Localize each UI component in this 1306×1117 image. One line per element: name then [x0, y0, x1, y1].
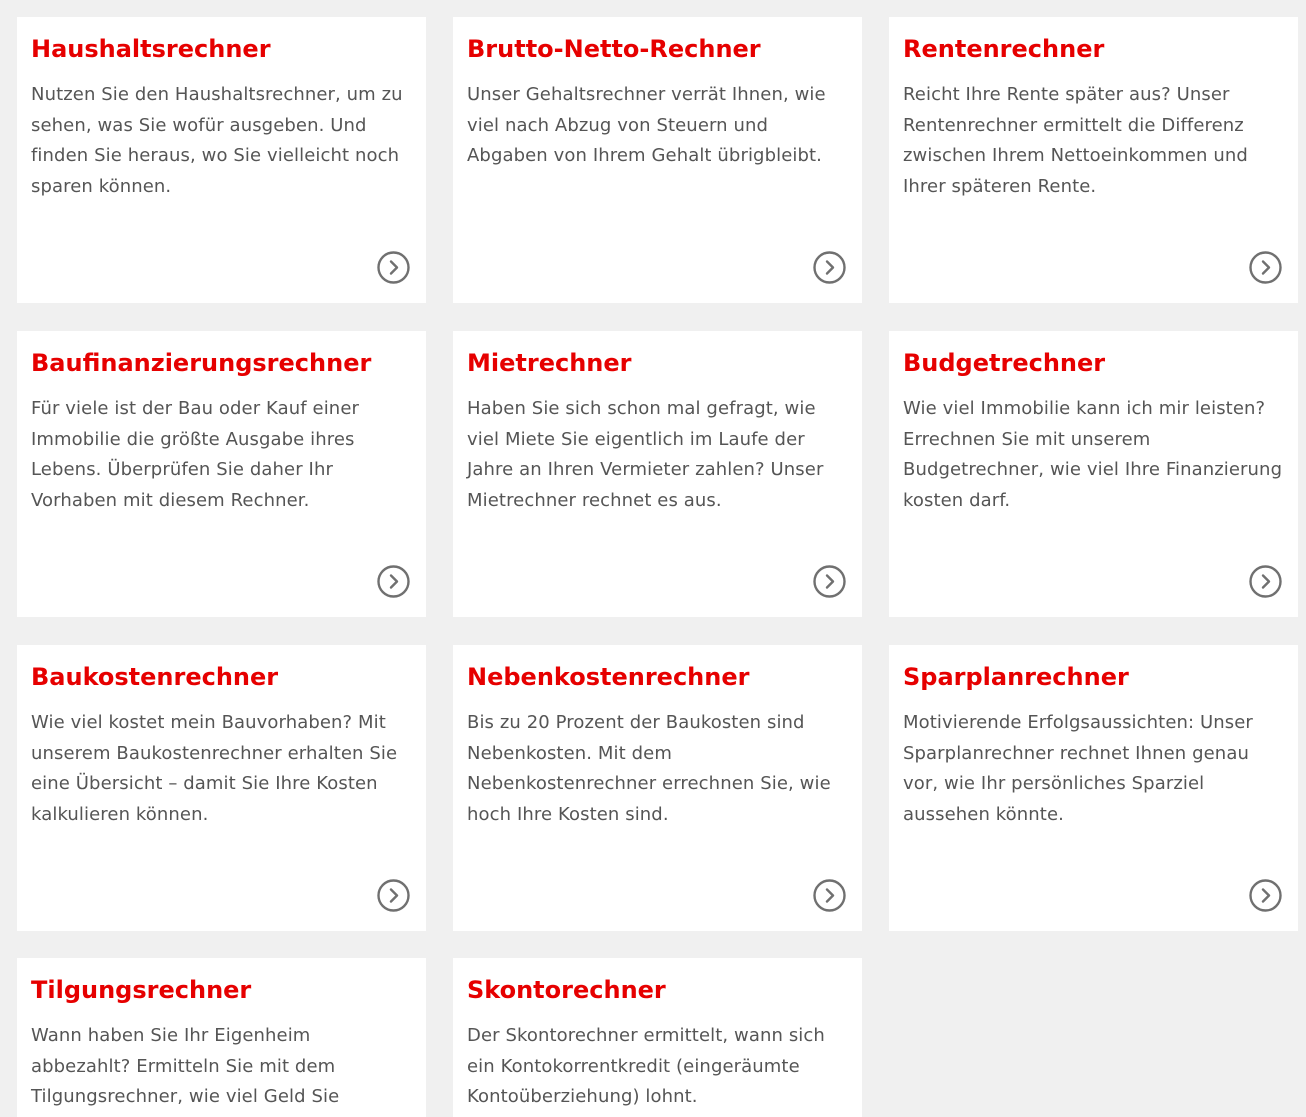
chevron-right-circle-icon[interactable] — [377, 879, 410, 912]
card-baukostenrechner[interactable] — [17, 645, 426, 931]
card-title[interactable]: Tilgungsrechner — [31, 976, 252, 1004]
card-description: Nutzen Sie den Haushaltsrechner, um zu sehen, was Sie wofür ausgeben. Und finden Sie heraus, wo Sie vielleicht noch sparen können. — [31, 84, 403, 198]
card-title[interactable]: Baufinanzierungsrechner — [31, 349, 372, 377]
card-description: Wann haben Sie Ihr Eigenheim abbezahlt? Ermitteln Sie mit dem Tilgungsrechner, wie viel Geld Sie — [31, 1025, 340, 1108]
card-budgetrechner[interactable] — [889, 331, 1298, 617]
card-title[interactable]: Nebenkostenrechner — [467, 663, 750, 691]
card-tilgungsrechner[interactable] — [17, 958, 426, 1117]
card-description: Für viele ist der Bau oder Kauf einer Immobilie die größte Ausgabe ihres Lebens. Überprüfen Sie daher Ihr Vorhaben mit diesem Rechner. — [31, 398, 359, 512]
card-description: Reicht Ihre Rente später aus? Unser Rentenrechner ermittelt die Differenz zwischen Ihrem Nettoeinkommen und Ihrer späteren Rente. — [903, 84, 1248, 198]
chevron-right-circle-icon[interactable] — [377, 565, 410, 598]
card-sparplanrechner[interactable] — [889, 645, 1298, 931]
card-description: Wie viel kostet mein Bauvorhaben? Mit unserem Baukostenrechner erhalten Sie eine Übersicht – damit Sie Ihre Kosten kalkulieren können. — [31, 712, 398, 826]
card-description: Bis zu 20 Prozent der Baukosten sind Nebenkosten. Mit dem Nebenkostenrechner errechnen Sie, wie hoch Ihre Kosten sind. — [467, 712, 831, 826]
card-haushaltsrechner[interactable] — [17, 17, 426, 303]
chevron-right-circle-icon[interactable] — [1249, 879, 1282, 912]
chevron-right-circle-icon[interactable] — [813, 251, 846, 284]
card-title[interactable]: Budgetrechner — [903, 349, 1106, 377]
chevron-right-circle-icon[interactable] — [1249, 251, 1282, 284]
card-title[interactable]: Skontorechner — [467, 976, 666, 1004]
card-nebenkostenrechner[interactable] — [453, 645, 862, 931]
card-description: Der Skontorechner ermittelt, wann sich ein Kontokorrentkredit (eingeräumte Kontoüberziehung) lohnt. — [467, 1025, 825, 1108]
chevron-right-circle-icon[interactable] — [813, 879, 846, 912]
card-description: Unser Gehaltsrechner verrät Ihnen, wie viel nach Abzug von Steuern und Abgaben von Ihrem Gehalt übrigbleibt. — [467, 84, 826, 167]
card-rentenrechner[interactable] — [889, 17, 1298, 303]
card-description: Motivierende Erfolgsaussichten: Unser Sparplanrechner rechnet Ihnen genau vor, wie Ihr persönliches Sparziel aussehen könnte. — [903, 712, 1253, 826]
card-title[interactable]: Baukostenrechner — [31, 663, 279, 691]
chevron-right-circle-icon[interactable] — [377, 251, 410, 284]
card-title[interactable]: Brutto-Netto-Rechner — [467, 35, 761, 63]
card-title[interactable]: Haushaltsrechner — [31, 35, 271, 63]
card-baufinanzierungsrechner[interactable] — [17, 331, 426, 617]
chevron-right-circle-icon[interactable] — [813, 565, 846, 598]
card-skontorechner[interactable] — [453, 958, 862, 1117]
chevron-right-circle-icon[interactable] — [1249, 565, 1282, 598]
card-title[interactable]: Sparplanrechner — [903, 663, 1129, 691]
card-description: Wie viel Immobilie kann ich mir leisten? Errechnen Sie mit unserem Budgetrechner, wie viel Ihre Finanzierung kosten darf. — [903, 398, 1283, 512]
card-title[interactable]: Mietrechner — [467, 349, 632, 377]
card-mietrechner[interactable] — [453, 331, 862, 617]
card-title[interactable]: Rentenrechner — [903, 35, 1105, 63]
card-description: Haben Sie sich schon mal gefragt, wie viel Miete Sie eigentlich im Laufe der Jahre an Ihren Vermieter zahlen? Unser Mietrechner rechnet es aus. — [467, 398, 824, 512]
card-brutto-netto-rechner[interactable] — [453, 17, 862, 303]
